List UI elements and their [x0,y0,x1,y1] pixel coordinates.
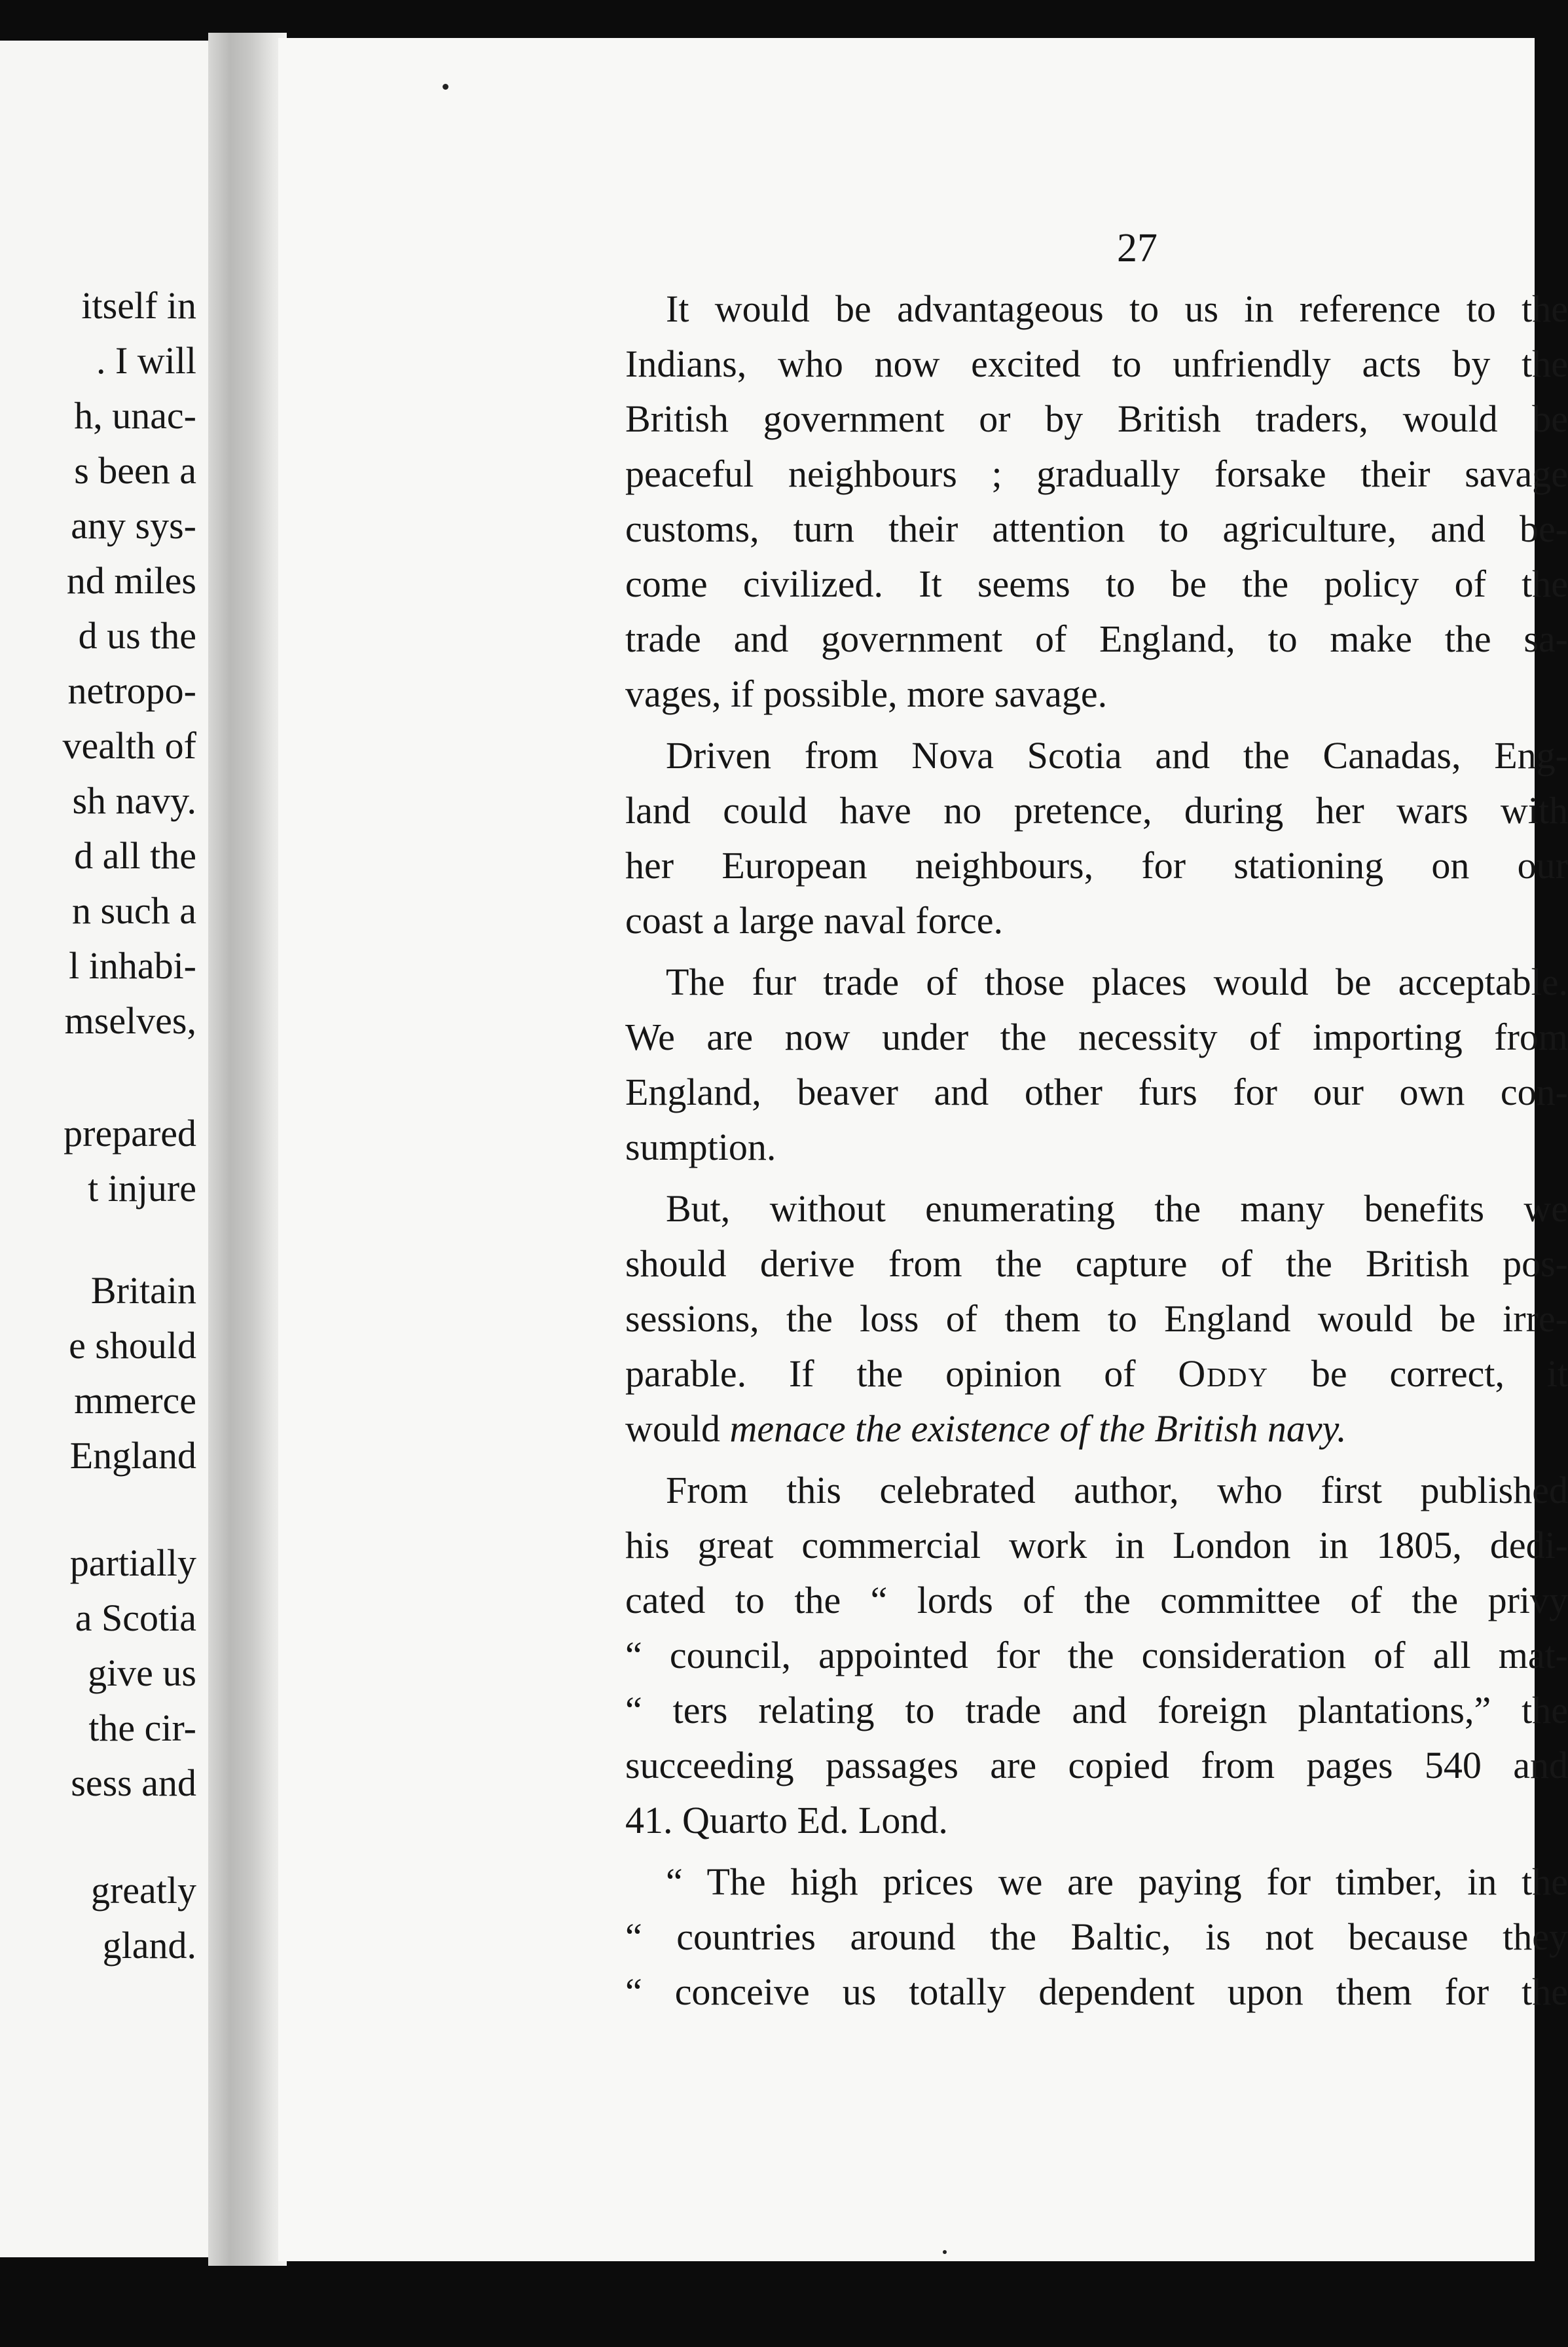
text-line: succeeding passages are copied from pages 540 and [625,1744,1568,1786]
text-line: coast a large naval force. [625,899,1003,942]
scan-speck [943,2250,947,2254]
left-line: mmerce [74,1379,196,1422]
text-line: British government or by British traders, would be [625,397,1568,440]
text-line: “ ters relating to trade and foreign plantations,” the [625,1689,1568,1731]
page-gutter-shadow [208,33,287,2266]
left-page [0,41,208,2257]
left-line: l inhabi- [69,944,196,987]
left-line: d all the [74,834,196,877]
text-line: “ conceive us totally dependent upon them for the [625,1970,1568,2013]
page-number: 27 [1117,226,1158,270]
text-line: But, without enumerating the many benefits we [666,1187,1568,1230]
left-line: h, unac- [74,394,196,437]
right-page [278,38,1568,2261]
left-line: sh navy. [72,779,196,822]
author-name: Oddy [1178,1352,1269,1395]
text-line: customs, turn their attention to agriculture, and be- [625,508,1568,550]
left-line: give us [88,1652,196,1694]
left-line: nd miles [66,559,196,602]
text-line: It would be advantageous to us in reference to the [666,287,1568,330]
text-line: trade and government of England, to make the sa- [625,618,1568,660]
left-line: n such a [71,889,196,932]
text-line: Driven from Nova Scotia and the Canadas, Eng- [666,734,1568,777]
text-line: vages, if possible, more savage. [625,673,1108,715]
left-line: mselves, [64,999,196,1042]
left-line: s been a [74,449,196,492]
text-line: land could have no pretence, during her wars with [625,789,1568,832]
text-line: “ countries around the Baltic, is not because they [625,1915,1568,1958]
left-line: any sys- [71,504,196,547]
text-line: We are now under the necessity of importing from [625,1016,1568,1058]
italic-phrase: menace the existence of the British navy. [729,1407,1347,1450]
text-line: Indians, who now excited to unfriendly acts by the [625,342,1568,385]
left-line: d us the [78,614,196,657]
text-line: peaceful neighbours ; gradually forsake their savage [625,453,1568,495]
left-line: t injure [88,1167,196,1210]
left-line: the cir- [88,1707,196,1749]
text-line: sessions, the loss of them to England would be irre- [625,1297,1568,1340]
text-line: 41. Quarto Ed. Lond. [625,1799,948,1841]
left-line: . I will [96,339,196,382]
text-line: cated to the “ lords of the committee of the privy [625,1579,1568,1621]
left-line: England [69,1434,196,1477]
text-segment: be correct, it [1311,1352,1568,1395]
left-line: prepared [64,1112,196,1155]
left-line: netropo- [67,669,196,712]
scan-speck [443,84,448,90]
text-line: come civilized. It seems to be the policy of the [625,563,1568,605]
left-line: itself in [81,284,196,327]
left-line: sess and [71,1762,196,1804]
text-line: sumption. [625,1126,776,1168]
left-line: Britain [90,1269,196,1312]
text-line: should derive from the capture of the British pos- [625,1242,1568,1285]
left-line: vealth of [62,724,196,767]
text-line [625,1352,1568,1395]
text-line: England, beaver and other furs for our own con- [625,1071,1568,1113]
text-line [625,1407,1568,1450]
left-line: partially [69,1542,196,1584]
left-line: greatly [90,1869,196,1912]
text-line: From this celebrated author, who first published [666,1469,1568,1511]
left-line: a Scotia [75,1597,196,1639]
text-line: “ council, appointed for the consideration of all mat- [625,1634,1568,1676]
left-line: gland. [102,1924,196,1967]
text-segment: would [625,1407,720,1450]
left-line: e should [69,1324,196,1367]
text-line: her European neighbours, for stationing on our [625,844,1568,887]
text-line: his great commercial work in London in 1805, dedi- [625,1524,1568,1566]
text-line: The fur trade of those places would be acceptable. [666,961,1568,1003]
text-line: “ The high prices we are paying for timber, in the [666,1860,1568,1903]
text-segment: parable. If the opinion of [625,1352,1136,1395]
